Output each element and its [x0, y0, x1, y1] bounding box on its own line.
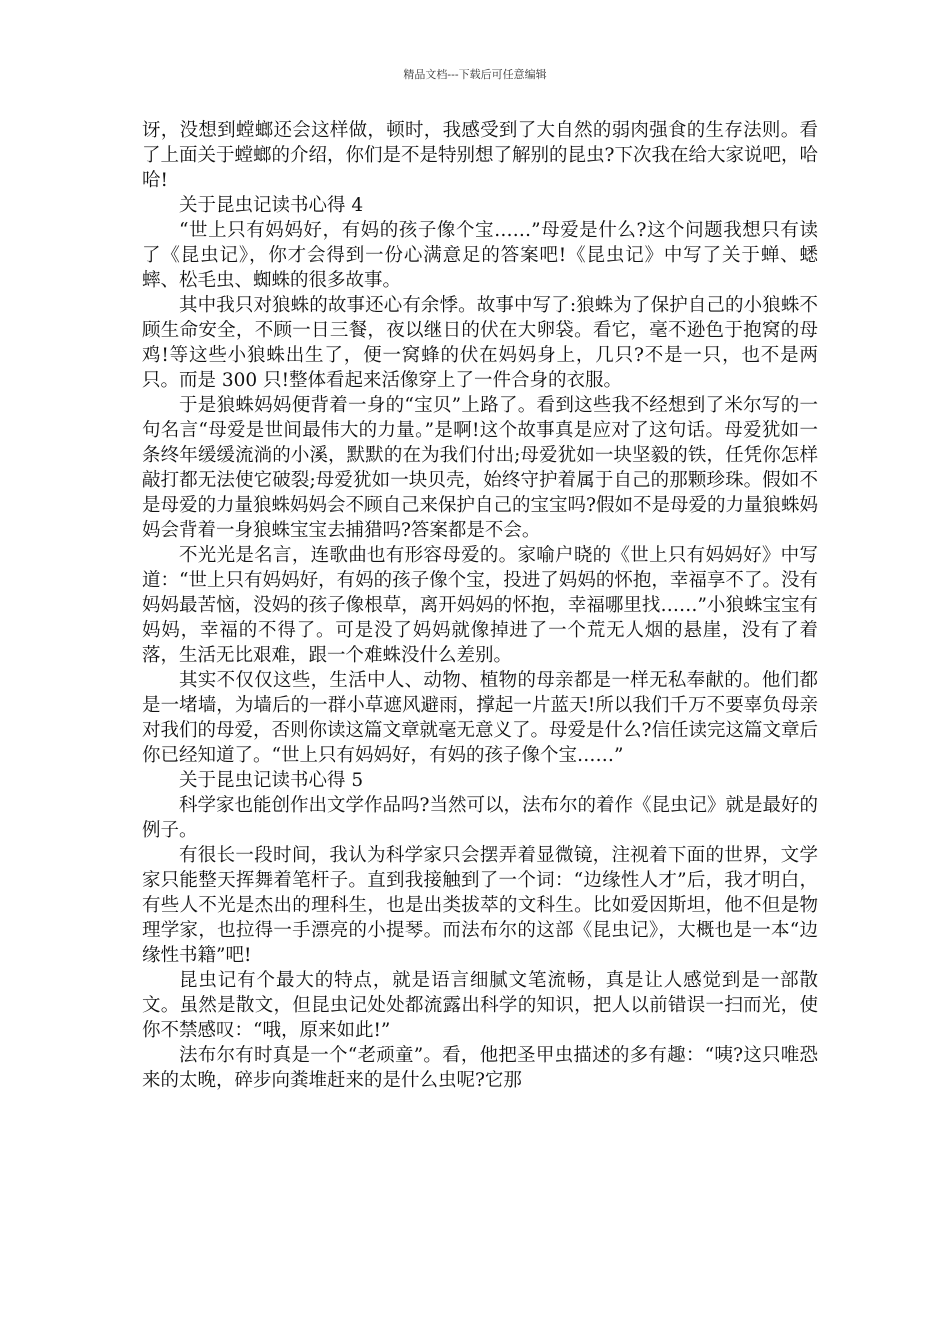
- paragraph: 于是狼蛛妈妈便背着一身的“宝贝”上路了。看到这些我不经想到了米尔写的一句名言“母爱是世间最伟大的力量。”是啊!这个故事真是应对了这句话。母爱犹如一条终年缓缓流淌的小溪，默默的在为我们付出;母爱犹如一块坚毅的铁，任凭你怎样敲打都无法使它破裂;母爱犹如一块贝壳，始终守护着属于自己的那颗珍珠。假如不是母爱的力量狼蛛妈妈会不顾自己来保护自己的宝宝吗?假如不是母爱的力量狼蛛妈妈会背着一身狼蛛宝宝去捕猎吗?答案都是不会。: [142, 395, 818, 541]
- paragraph: 法布尔有时真是一个“老顽童”。看，他把圣甲虫描述的多有趣：“咦?这只唯恐来的太晚，碎步向粪堆赶来的是什么虫呢?它那: [142, 1045, 818, 1091]
- paragraph: 昆虫记有个最大的特点，就是语言细腻文笔流畅，真是让人感觉到是一部散文。虽然是散文，但昆虫记处处都流露出科学的知识，把人以前错误一扫而光，使你不禁感叹：“哦，原来如此!”: [142, 970, 818, 1041]
- section-heading: 关于昆虫记读书心得 4: [179, 195, 364, 216]
- paragraph: 科学家也能创作出文学作品吗?当然可以，法布尔的着作《昆虫记》就是最好的例子。: [142, 795, 818, 841]
- paragraph: 不光光是名言，连歌曲也有形容母爱的。家喻户晓的《世上只有妈妈好》中写道：“世上只有妈妈好，有妈的孩子像个宝，投进了妈妈的怀抱，幸福享不了。没有妈妈最苦恼，没妈的孩子像根草，离开妈妈的怀抱，幸福哪里找……”小狼蛛宝宝有妈妈，幸福的不得了。可是没了妈妈就像掉进了一个荒无人烟的悬崖，没有了着落，生活无比艰难，跟一个难蛛没什么差别。: [142, 545, 818, 666]
- paragraph: 讶，没想到螳螂还会这样做，顿时，我感受到了大自然的弱肉强食的生存法则。看了上面关于螳螂的介绍，你们是不是特别想了解别的昆虫?下次我在给大家说吧，哈哈!: [142, 120, 818, 191]
- page-header: 精品文档---下载后可任意编辑: [403, 68, 547, 81]
- section-heading: 关于昆虫记读书心得 5: [179, 770, 364, 791]
- paragraph: 其实不仅仅这些，生活中人、动物、植物的母亲都是一样无私奉献的。他们都是一堵墙，为墙后的一群小草遮风避雨，撑起一片蓝天!所以我们千万不要辜负母亲对我们的母爱，否则你读这篇文章就毫无意义了。母爱是什么?信任读完这篇文章后你已经知道了。“世上只有妈妈好，有妈的孩子像个宝……”: [142, 670, 818, 766]
- document-body: [142, 118, 818, 1093]
- paragraph: “世上只有妈妈好，有妈的孩子像个宝……”母爱是什么?这个问题我想只有读了《昆虫记》，你才会得到一份心满意足的答案吧!《昆虫记》中写了关于蝉、蟋蟀、松毛虫、蜘蛛的很多故事。: [142, 220, 818, 291]
- paragraph: 有很长一段时间，我认为科学家只会摆弄着显微镜，注视着下面的世界，文学家只能整天挥舞着笔杆子。直到我接触到了一个词：“边缘性人才”后，我才明白，有些人不光是杰出的理科生，也是出类拔萃的文科生。比如爱因斯坦，他不但是物理学家，也拉得一手漂亮的小提琴。而法布尔的这部《昆虫记》，大概也是一本“边缘性书籍”吧!: [142, 845, 818, 966]
- paragraph: 其中我只对狼蛛的故事还心有余悸。故事中写了:狼蛛为了保护自己的小狼蛛不顾生命安全，不顾一日三餐，夜以继日的伏在大卵袋。看它，毫不逊色于抱窝的母鸡!等这些小狼蛛出生了，便一窝蜂的伏在妈妈身上，几只?不是一只，也不是两只。而是 300 只!整体看起来活像穿上了一件合身的衣服。: [142, 295, 818, 391]
